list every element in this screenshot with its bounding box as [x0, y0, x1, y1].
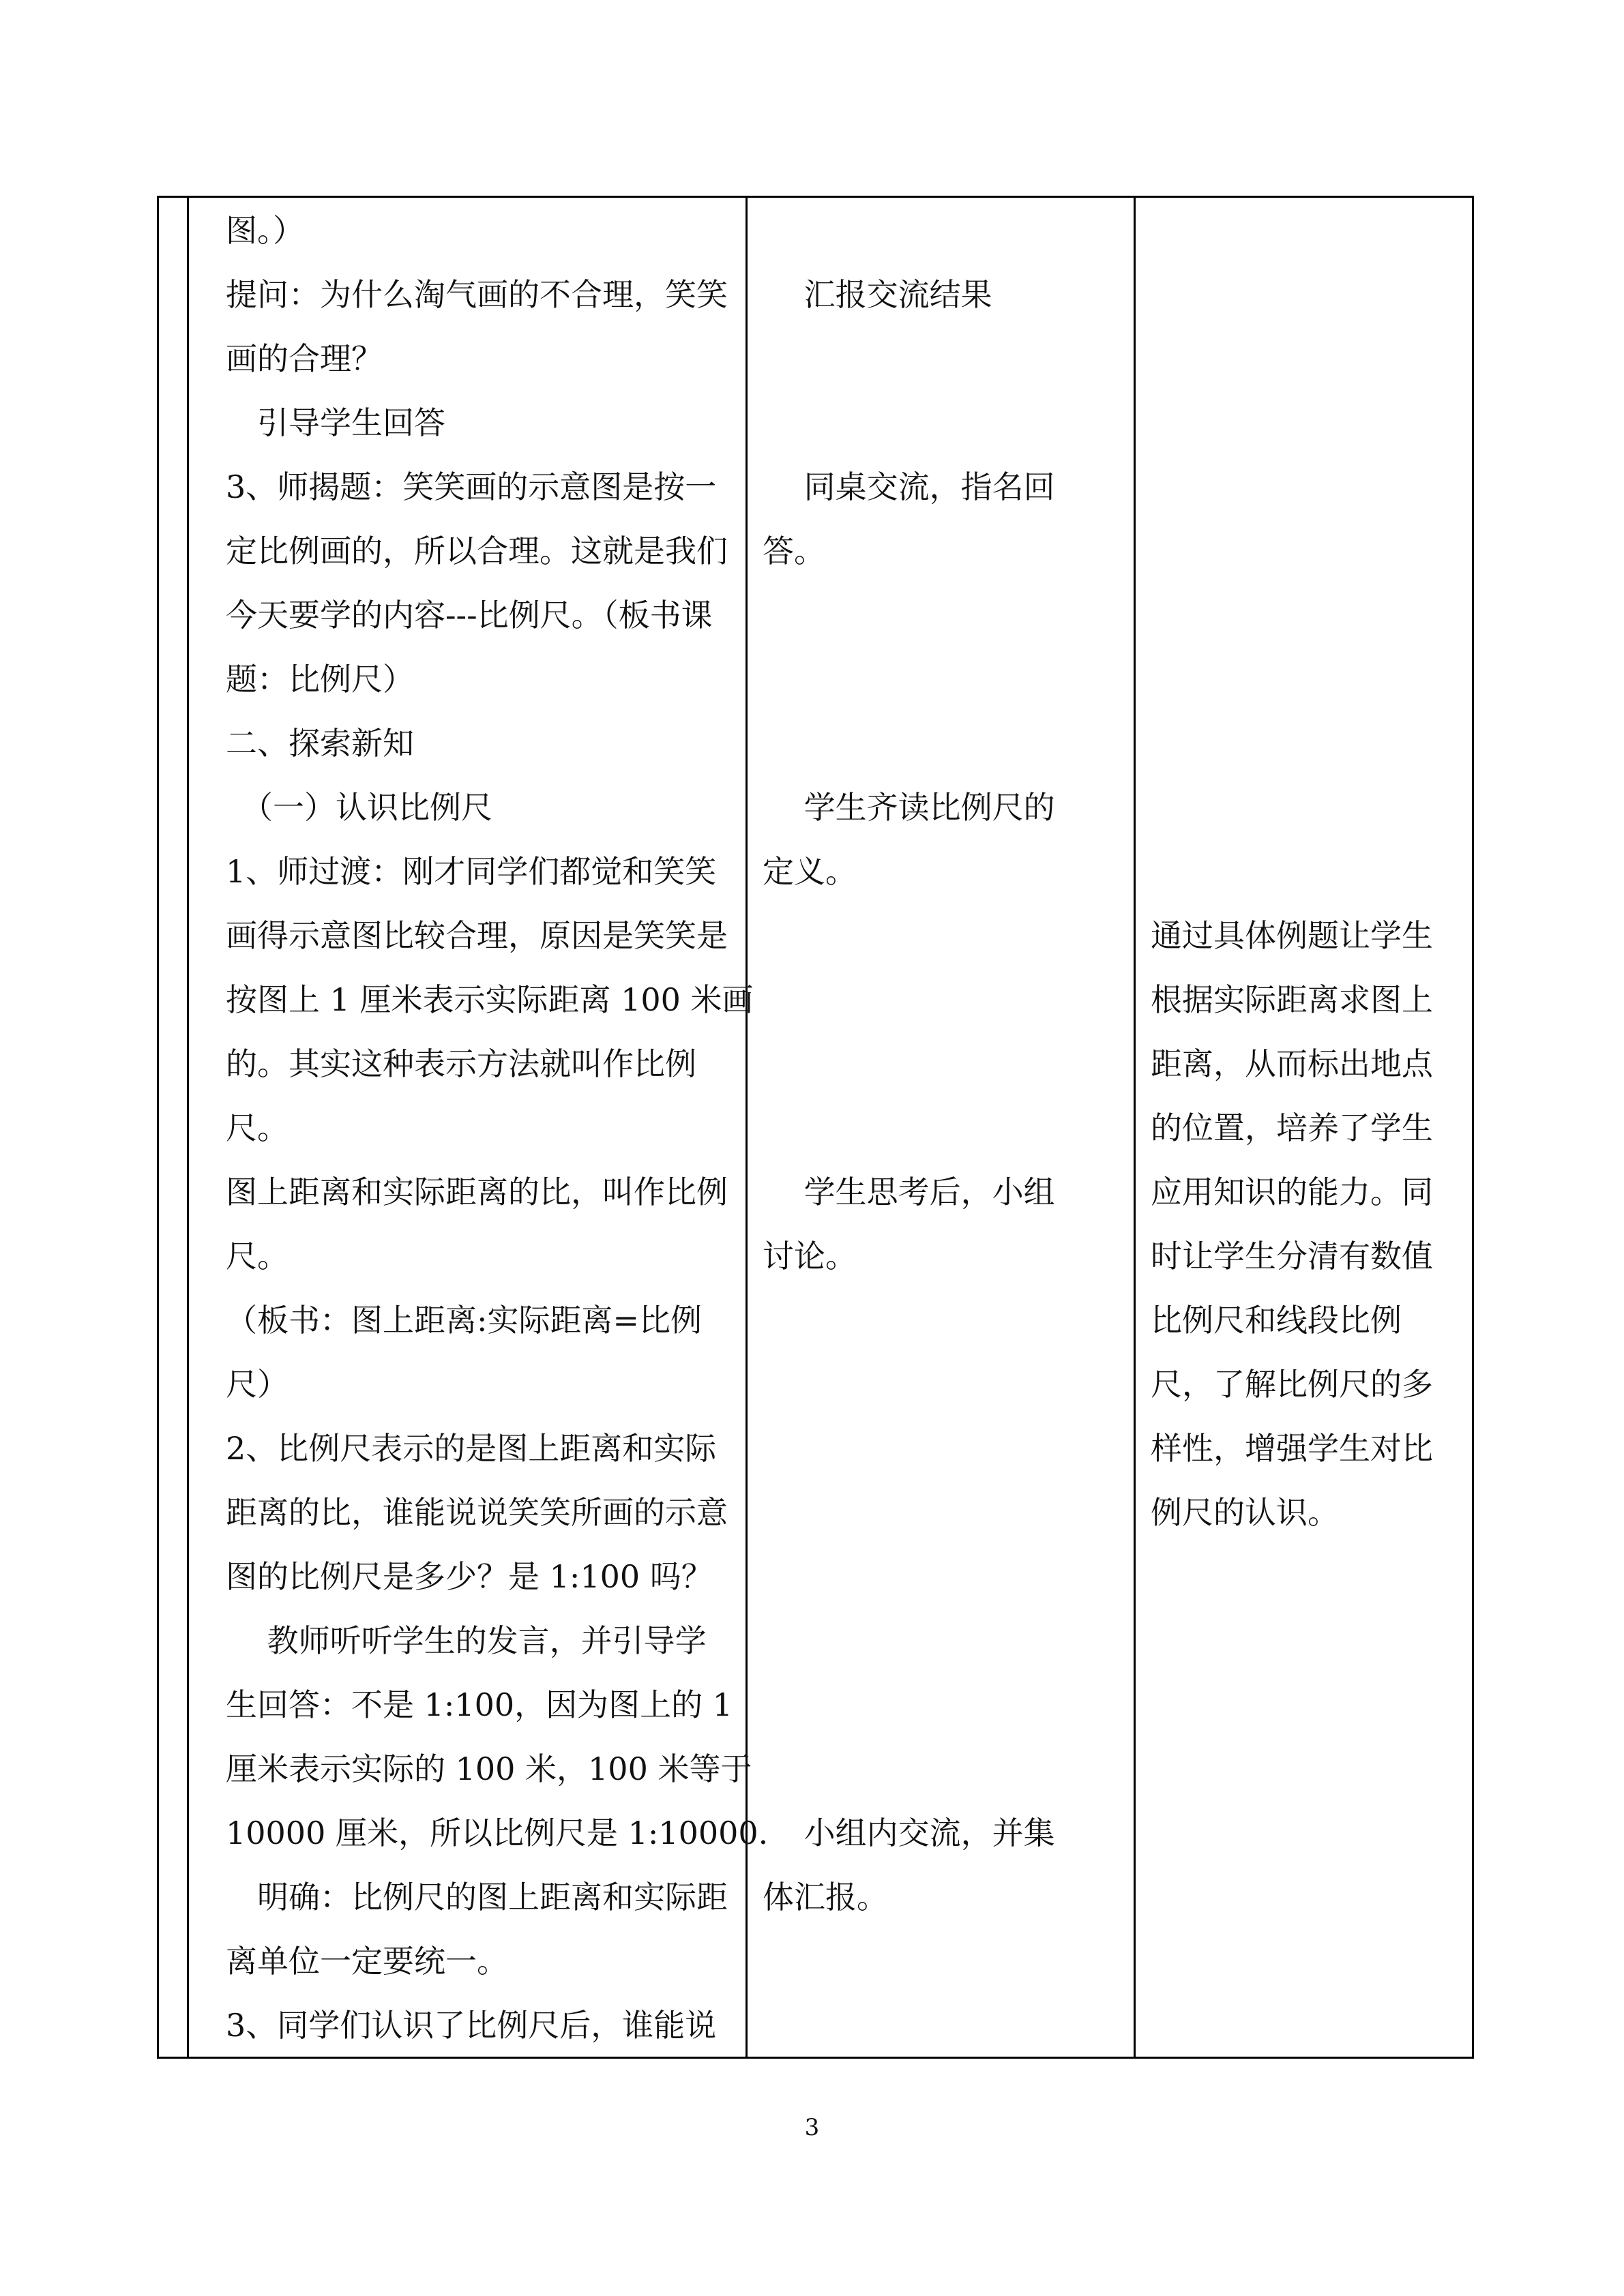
- teacher-line: 画得示意图比较合理，原因是笑笑是: [226, 917, 728, 954]
- teacher-line: 3、同学们认识了比例尺后，谁能说: [226, 2007, 717, 2044]
- teacher-line: 引导学生回答: [226, 404, 445, 441]
- teacher-line: 2、比例尺表示的是图上距离和实际: [226, 1430, 717, 1467]
- purpose-line: 距离，从而标出地点: [1151, 1045, 1433, 1082]
- student-line: 小组内交流，并集: [763, 1815, 1055, 1851]
- teacher-line: 定比例画的，所以合理。这就是我们: [226, 533, 728, 569]
- purpose-line: 比例尺和线段比例: [1151, 1302, 1402, 1339]
- teacher-line: 的。其实这种表示方法就叫作比例: [226, 1045, 696, 1082]
- purpose-line: 尺，了解比例尺的多: [1151, 1366, 1433, 1403]
- student-line: 学生思考后，小组: [763, 1174, 1055, 1210]
- student-line: 讨论。: [763, 1238, 857, 1274]
- purpose-line: 通过具体例题让学生: [1151, 917, 1433, 954]
- teacher-line: 图。）: [226, 212, 304, 249]
- purpose-line: 时让学生分清有数值: [1151, 1238, 1433, 1274]
- purpose-line: 根据实际距离求图上: [1151, 981, 1433, 1018]
- purpose-line: 例尺的认识。: [1151, 1494, 1339, 1531]
- student-line: 定义。: [763, 853, 857, 890]
- teacher-line: 厘米表示实际的 100 米，100 米等于: [226, 1750, 752, 1787]
- teacher-line: 10000 厘米，所以比例尺是 1:10000.: [226, 1815, 769, 1851]
- teacher-line: 题：比例尺）: [226, 661, 414, 698]
- purpose-line: 样性，增强学生对比: [1151, 1430, 1433, 1467]
- page-number: 3: [804, 2114, 820, 2141]
- teacher-line: 图的比例尺是多少？是 1:100 吗？: [226, 1558, 713, 1595]
- teacher-line: 明确：比例尺的图上距离和实际距: [226, 1879, 728, 1915]
- student-line: 汇报交流结果: [763, 276, 992, 313]
- purpose-line: 的位置，培养了学生: [1151, 1109, 1433, 1146]
- teacher-line: 二、探索新知: [226, 725, 414, 762]
- teacher-line: 尺。: [226, 1238, 289, 1274]
- teacher-line: 按图上 1 厘米表示实际距离 100 米画: [226, 981, 754, 1018]
- teacher-line: 画的合理？: [226, 340, 383, 377]
- lesson-plan-table: [157, 196, 1474, 2059]
- teacher-line: 离单位一定要统一。: [226, 1943, 508, 1980]
- teacher-line: 提问：为什么淘气画的不合理，笑笑: [226, 276, 728, 313]
- student-line: 体汇报。: [763, 1879, 888, 1915]
- teacher-line: 尺。: [226, 1109, 289, 1146]
- teacher-line: 生回答：不是 1:100，因为图上的 1: [226, 1686, 733, 1723]
- teacher-line: 图上距离和实际距离的比，叫作比例: [226, 1174, 728, 1210]
- margin-column: [159, 198, 189, 2057]
- teacher-line: （一）认识比例尺: [226, 789, 492, 826]
- purpose-line: 应用知识的能力。同: [1151, 1174, 1433, 1210]
- student-line: 学生齐读比例尺的: [763, 789, 1055, 826]
- teacher-line: （板书：图上距离:实际距离=比例: [226, 1302, 703, 1339]
- teacher-line: 3、师揭题：笑笑画的示意图是按一: [226, 468, 717, 505]
- student-line: 同桌交流，指名回: [763, 468, 1055, 505]
- teacher-line: 教师听听学生的发言，并引导学: [226, 1622, 707, 1659]
- teacher-line: 尺）: [226, 1366, 289, 1403]
- student-line: 答。: [763, 533, 825, 569]
- design-purpose-column: [1136, 198, 1472, 2057]
- teacher-activity-column: [189, 198, 769, 2057]
- student-activity-column: [748, 198, 1136, 2057]
- teacher-line: 今天要学的内容---比例尺。（板书课: [226, 597, 713, 633]
- teacher-line: 距离的比，谁能说说笑笑所画的示意: [226, 1494, 728, 1531]
- teacher-line: 1、师过渡：刚才同学们都觉和笑笑: [226, 853, 717, 890]
